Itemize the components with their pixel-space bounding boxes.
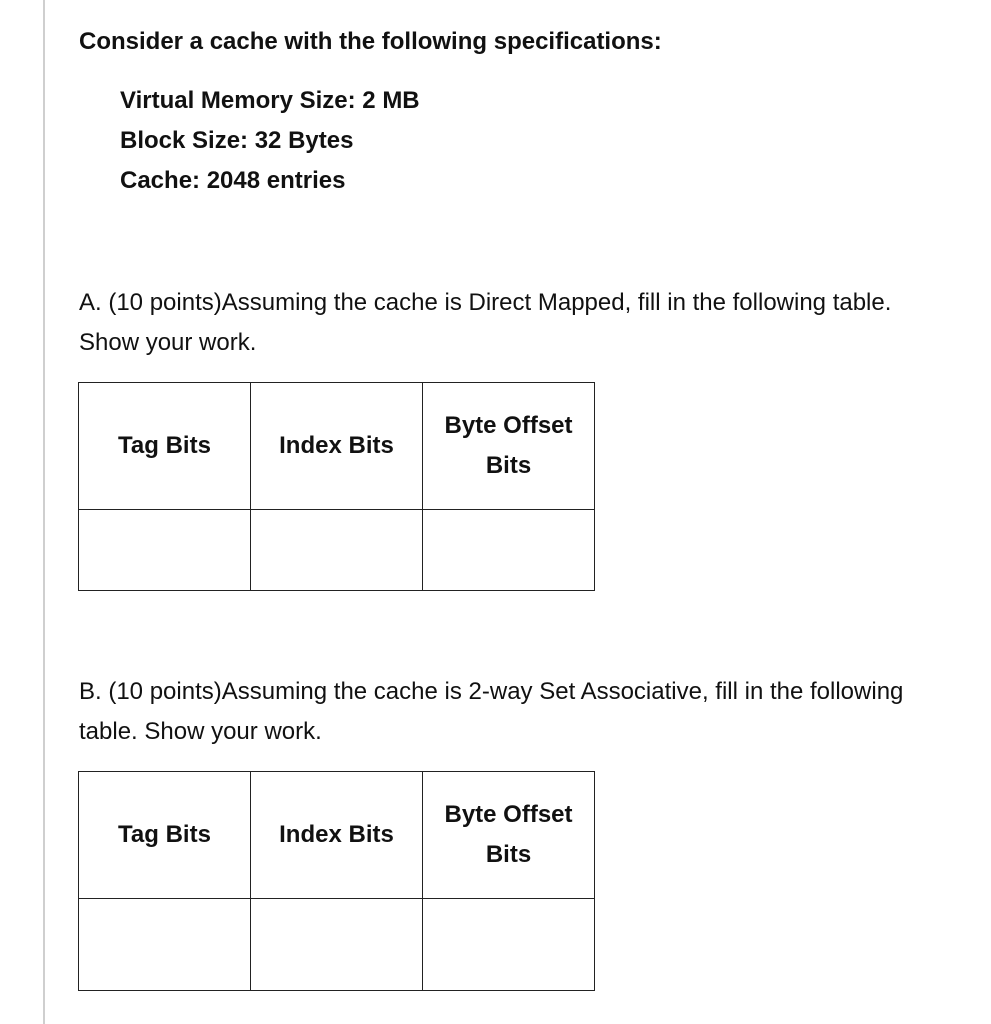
byte-offset-bits-answer-cell[interactable] <box>423 899 595 991</box>
index-bits-header: Index Bits <box>251 383 423 510</box>
table-answer-row <box>79 899 595 991</box>
page-left-border <box>43 0 45 1024</box>
part-b-question: B. (10 points)Assuming the cache is 2-way Set Associative, fill in the following table. Show your work. <box>79 678 904 745</box>
byte-offset-bits-header: Byte Offset Bits <box>423 772 595 899</box>
tag-bits-header: Tag Bits <box>79 383 251 510</box>
table-header-row <box>79 383 595 510</box>
table-header-row <box>79 772 595 899</box>
tag-bits-answer-cell[interactable] <box>79 510 251 591</box>
index-bits-answer-cell[interactable] <box>251 899 423 991</box>
byte-offset-bits-header: Byte Offset Bits <box>423 383 595 510</box>
tag-bits-answer-cell[interactable] <box>79 899 251 991</box>
part-b-table <box>78 771 595 991</box>
tag-bits-header: Tag Bits <box>79 772 251 899</box>
part-a-table <box>78 382 595 591</box>
spec-virtual-memory: Virtual Memory Size: 2 MB <box>120 87 420 114</box>
part-a-question: A. (10 points)Assuming the cache is Direct Mapped, fill in the following table. Show your work. <box>79 289 892 356</box>
problem-heading: Consider a cache with the following specifications: <box>79 28 662 55</box>
index-bits-header: Index Bits <box>251 772 423 899</box>
index-bits-answer-cell[interactable] <box>251 510 423 591</box>
table-answer-row <box>79 510 595 591</box>
spec-block-size: Block Size: 32 Bytes <box>120 127 354 154</box>
byte-offset-bits-answer-cell[interactable] <box>423 510 595 591</box>
spec-cache-entries: Cache: 2048 entries <box>120 167 346 194</box>
